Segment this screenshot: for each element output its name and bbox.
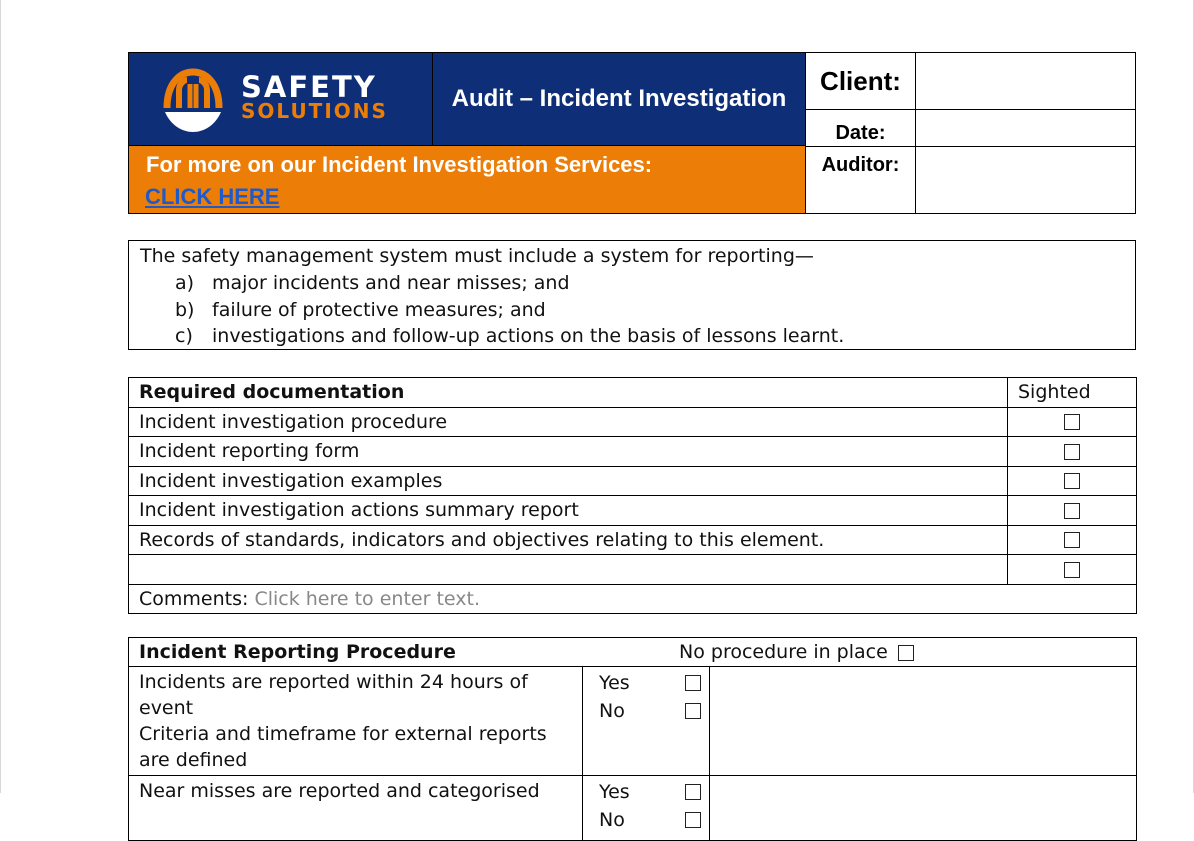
sighted-checkbox[interactable] (1064, 444, 1080, 460)
sighted-checkbox[interactable] (1064, 503, 1080, 519)
no-checkbox[interactable] (685, 812, 701, 828)
table-header-row (129, 378, 1137, 408)
sighted-header: Sighted (1008, 378, 1137, 408)
list-marker: c) (175, 325, 193, 347)
yes-label: Yes (599, 672, 630, 694)
table-row (129, 466, 1137, 496)
brand-subname: SOLUTIONS (241, 99, 388, 123)
document-name: Incident investigation actions summary report (129, 496, 1008, 526)
services-text: For more on our Incident Investigation Services: (146, 152, 653, 177)
criteria-cell (129, 776, 583, 841)
notes-cell[interactable] (710, 667, 1137, 776)
safety-solutions-logo-icon (161, 68, 225, 134)
table-row (129, 407, 1137, 437)
brand-name: SAFETY (241, 70, 377, 104)
date-label: Date: (806, 109, 916, 147)
title-cell (433, 52, 806, 146)
no-procedure-label: No procedure in place (679, 641, 888, 663)
procedure-header-cell (129, 638, 1137, 667)
table-row (129, 555, 1137, 585)
auditor-label: Auditor: (806, 146, 916, 214)
list-marker: a) (175, 272, 195, 294)
comments-input[interactable]: Click here to enter text. (254, 587, 480, 610)
no-procedure-option (679, 638, 914, 666)
comments-label: Comments: (139, 587, 249, 610)
logo-cell (128, 52, 433, 146)
documentation-table (128, 377, 1137, 614)
no-label: No (599, 809, 625, 831)
procedure-table (128, 637, 1137, 841)
document-header (128, 52, 1136, 214)
table-row (129, 776, 1137, 841)
document-name: Incident investigation procedure (129, 407, 1008, 437)
sighted-checkbox[interactable] (1064, 414, 1080, 430)
list-item-text: investigations and follow-up actions on the basis of lessons learnt. (212, 325, 845, 347)
notes-cell[interactable] (710, 776, 1137, 841)
sighted-cell (1008, 437, 1137, 467)
list-item-text: major incidents and near misses; and (212, 272, 570, 294)
list-item (175, 272, 570, 294)
table-row (129, 437, 1137, 467)
table-header-row (129, 638, 1137, 667)
yes-checkbox[interactable] (685, 784, 701, 800)
criteria-text: Incidents are reported within 24 hours of event (139, 671, 528, 719)
criteria-text: Near misses are reported and categorised (139, 780, 540, 802)
documentation-header: Required documentation (129, 378, 1008, 408)
document-name: Records of standards, indicators and objectives relating to this element. (129, 525, 1008, 555)
sighted-cell (1008, 407, 1137, 437)
yes-no-cell (583, 776, 710, 841)
yes-no-cell (583, 667, 710, 776)
date-field[interactable] (915, 109, 1136, 147)
sighted-cell (1008, 496, 1137, 526)
list-marker: b) (175, 299, 195, 321)
list-item-text: failure of protective measures; and (212, 299, 546, 321)
no-label: No (599, 700, 625, 722)
yes-checkbox[interactable] (685, 675, 701, 691)
click-here-link[interactable]: CLICK HERE (145, 184, 280, 209)
table-row (129, 525, 1137, 555)
sighted-checkbox[interactable] (1064, 473, 1080, 489)
requirements-box (128, 240, 1136, 350)
table-row (129, 667, 1137, 776)
sighted-cell (1008, 555, 1137, 585)
client-field[interactable] (915, 52, 1136, 110)
no-checkbox[interactable] (685, 703, 701, 719)
document-name: Incident investigation examples (129, 466, 1008, 496)
sighted-cell (1008, 525, 1137, 555)
criteria-cell (129, 667, 583, 776)
sighted-checkbox[interactable] (1064, 532, 1080, 548)
no-procedure-checkbox[interactable] (898, 645, 914, 661)
comments-row (129, 584, 1137, 614)
document-title: Audit – Incident Investigation (451, 85, 787, 112)
services-banner (128, 146, 806, 214)
yes-label: Yes (599, 781, 630, 803)
page-edge (0, 0, 1, 793)
document-name[interactable] (129, 555, 1008, 585)
document-name: Incident reporting form (129, 437, 1008, 467)
sighted-checkbox[interactable] (1064, 562, 1080, 578)
criteria-text: Criteria and timeframe for external reports are defined (139, 723, 547, 771)
list-item (175, 325, 844, 347)
client-label: Client: (806, 52, 916, 110)
auditor-field[interactable] (915, 146, 1136, 214)
requirements-intro: The safety management system must include a system for reporting— (140, 245, 814, 267)
list-item (175, 299, 546, 321)
comments-cell (129, 584, 1137, 614)
table-row (129, 496, 1137, 526)
sighted-cell (1008, 466, 1137, 496)
procedure-header: Incident Reporting Procedure (139, 641, 456, 663)
